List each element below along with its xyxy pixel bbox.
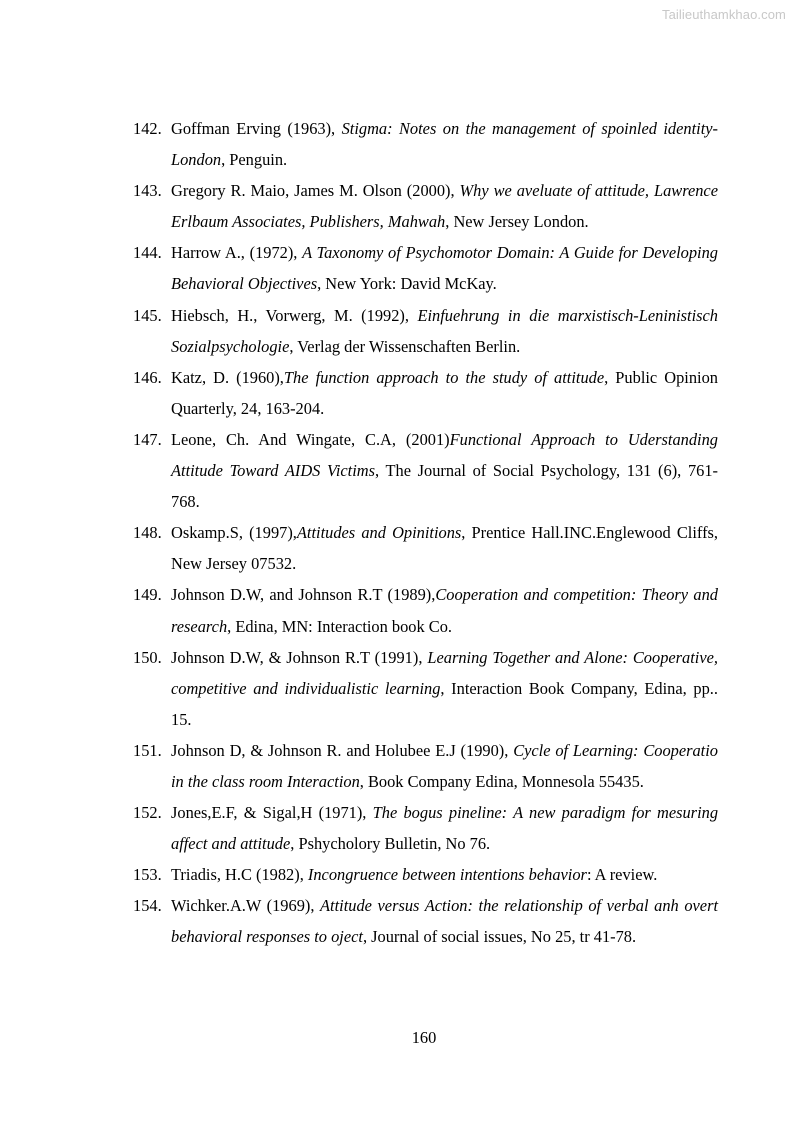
reference-title: Attitudes and Opinitions [296, 523, 462, 543]
reference-publisher: , Prentice Hall.INC.Englewood Cliffs, New Jersey 07532. [171, 523, 719, 574]
reference-number: 151. [133, 740, 162, 760]
watermark-text: Tailieuthamkhao.com [661, 7, 786, 22]
page-number: 160 [411, 1028, 437, 1047]
reference-number: 147. [133, 429, 162, 449]
reference-publisher: , Book Company Edina, Monnesola 55435. [359, 771, 644, 791]
reference-item [130, 890, 718, 952]
reference-number: 143. [133, 181, 162, 201]
reference-publisher: , Edina, MN: Interaction book Co. [227, 616, 453, 636]
reference-authors: Gregory R. Maio, James M. Olson (2000), [171, 181, 460, 201]
reference-number: 149. [133, 585, 162, 605]
reference-publisher: , Interaction Book Company, Edina, pp.. 15. [171, 678, 718, 729]
reference-number: 145. [133, 305, 162, 325]
reference-title: Why we aveluate of attitude, Lawrence Erlbaum Associates, Publishers, Mahwah [171, 181, 718, 232]
reference-authors: Triadis, H.C (1982), [171, 865, 308, 885]
reference-number: 153. [133, 865, 162, 885]
reference-authors: Goffman Erving (1963), [171, 119, 342, 138]
reference-title: Attitude versus Action: the relationship of verbal anh overt behavioral responses to oject [171, 896, 718, 947]
reference-number: 152. [133, 803, 162, 823]
reference-number: 150. [133, 647, 162, 667]
reference-title: Cooperation and competition: Theory and research [171, 585, 718, 636]
reference-authors: Harrow A., (1972), [171, 243, 303, 263]
reference-authors: Hiebsch, H., Vorwerg, M. (1992), [171, 305, 418, 325]
reference-publisher: , New Jersey London. [445, 212, 589, 232]
reference-publisher: , Verlag der Wissenschaften Berlin. [289, 336, 521, 356]
reference-item [130, 642, 718, 735]
reference-item [130, 113, 718, 175]
reference-publisher: , Public Opinion Quarterly, 24, 163-204. [171, 367, 718, 418]
reference-title: A Taxonomy of Psychomotor Domain: A Guide for Developing Behavioral Objectives [171, 243, 718, 294]
reference-list [130, 113, 718, 953]
reference-number: 144. [133, 243, 162, 263]
reference-item [130, 579, 718, 641]
reference-item [130, 424, 718, 517]
reference-authors: Johnson D.W, and Johnson R.T (1989), [171, 585, 436, 605]
reference-publisher: , Journal of social issues, No 25, tr 41-78. [362, 927, 637, 947]
reference-item [130, 517, 718, 579]
reference-authors: Jones,E.F, & Sigal,H (1971), [171, 803, 373, 823]
reference-title: Cycle of Learning: Cooperatio in the class room Interaction [171, 740, 718, 791]
reference-number: 146. [133, 367, 162, 387]
reference-title: Learning Together and Alone: Cooperative, competitive and individualistic learning [171, 647, 719, 698]
reference-title: Stigma: Notes on the management of spoinled identity-London [171, 119, 718, 170]
reference-number: 154. [133, 896, 162, 916]
reference-publisher: , New York: David McKay. [317, 274, 497, 294]
reference-publisher: , The Journal of Social Psychology, 131 (6), 761-768. [171, 461, 718, 512]
reference-title: The function approach to the study of attitude [283, 367, 605, 387]
reference-title: Functional Approach to Uderstanding Attitude Toward AIDS Victims [171, 429, 718, 481]
reference-authors: Oskamp.S, (1997), [171, 523, 297, 543]
reference-item [130, 175, 718, 237]
reference-authors: Leone, Ch. And Wingate, C.A, (2001) [171, 429, 450, 449]
reference-number: 142. [133, 119, 162, 138]
reference-number: 148. [133, 523, 162, 543]
reference-item [130, 300, 718, 362]
reference-authors: Johnson D, & Johnson R. and Holubee E.J (1990), [171, 740, 514, 760]
reference-item [130, 362, 718, 424]
reference-title: Einfuehrung in die marxistisch-Leninistisch Sozialpsychologie [171, 305, 718, 356]
reference-title: Incongruence between intentions behavior [307, 865, 587, 885]
reference-item [130, 859, 718, 890]
reference-title: The bogus pineline: A new paradigm for mesuring affect and attitude [171, 803, 719, 854]
reference-publisher: , Penguin. [221, 150, 288, 170]
reference-authors: Johnson D.W, & Johnson R.T (1991), [171, 647, 428, 667]
reference-authors: Wichker.A.W (1969), [171, 896, 321, 916]
reference-item [130, 797, 718, 859]
reference-publisher: , Pshycholory Bulletin, No 76. [290, 834, 491, 854]
reference-item [130, 735, 718, 797]
reference-authors: Katz, D. (1960), [171, 367, 284, 387]
reference-item [130, 237, 718, 299]
reference-publisher: : A review. [586, 865, 658, 885]
